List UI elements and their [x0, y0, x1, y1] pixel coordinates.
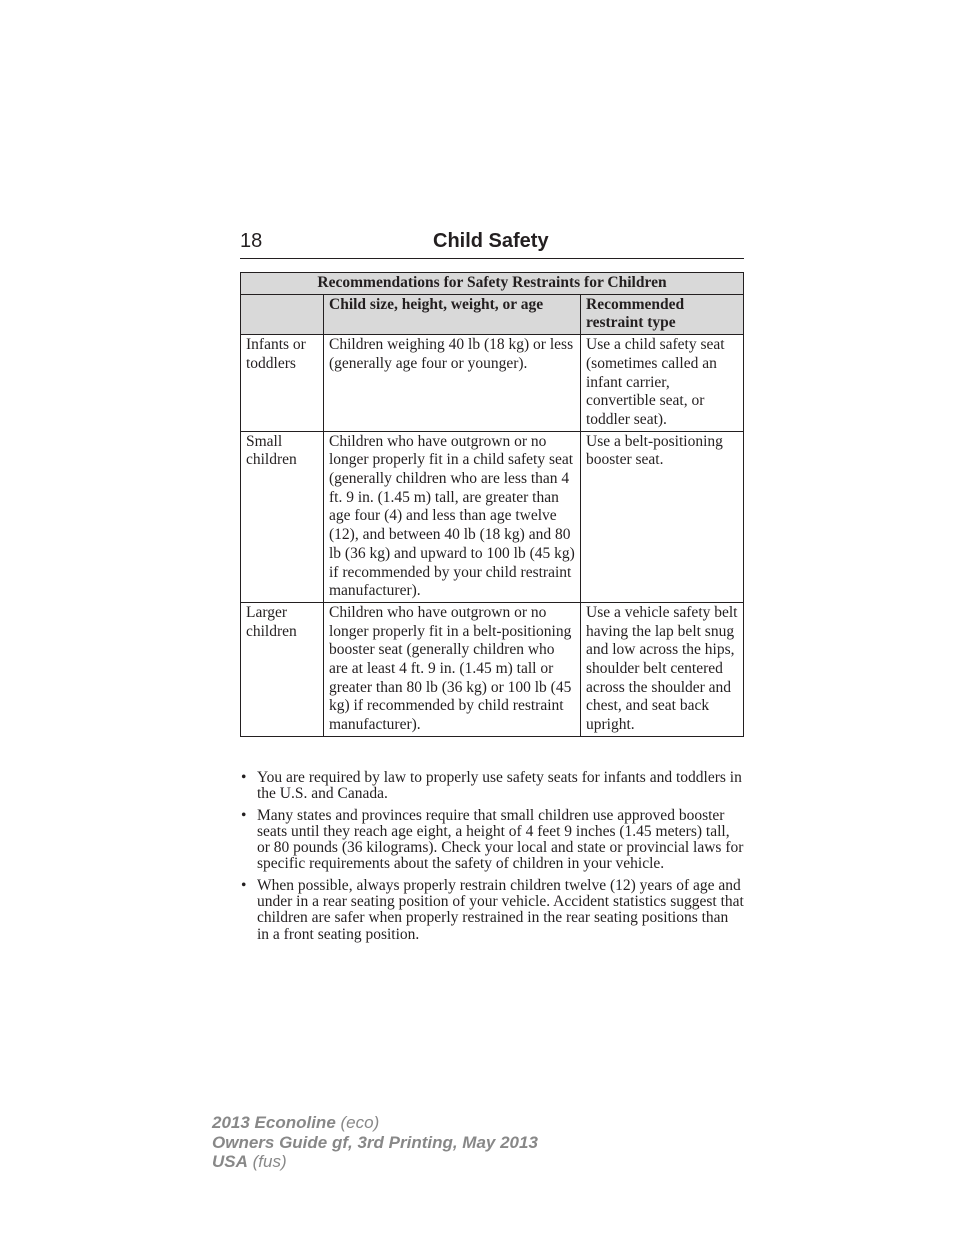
bullet-icon: • — [241, 876, 247, 894]
footer-model-code: (eco) — [340, 1113, 380, 1132]
row-size: Children who have outgrown or no longer properly fit in a belt-positioning booster seat (generally children who are at least 4 ft. 9 in. (1.45 m) tall or greater than 80 lb (36 kg) or 100 lb (45 kg) if recommended by child restraint manufacturer). — [324, 602, 581, 736]
row-category: Infants or toddlers — [241, 335, 324, 432]
footer-market: USA — [212, 1152, 248, 1171]
footer-market-code: (fus) — [252, 1152, 287, 1171]
column-header-size: Child size, height, weight, or age — [324, 294, 581, 334]
table-caption: Recommendations for Safety Restraints for Children — [241, 273, 744, 295]
footer-model: 2013 Econoline — [212, 1113, 336, 1132]
bullet-icon: • — [241, 806, 247, 824]
table-header-row — [241, 294, 744, 334]
page-header — [240, 228, 744, 259]
safety-notes-list — [240, 770, 744, 948]
page-footer — [212, 1113, 538, 1172]
row-category: Larger children — [241, 602, 324, 736]
bullet-icon: • — [241, 769, 247, 786]
footer-guide: Owners Guide gf, 3rd Printing, May 2013 — [212, 1132, 538, 1152]
row-category: Small children — [241, 431, 324, 602]
list-item-text: When possible, always properly restrain children twelve (12) years of age and under in a rear seating position of your vehicle. Accident statistics suggest that children are safer when properly restrained in the rear seating positions than in a front seating position. — [257, 876, 744, 943]
list-item-text: Many states and provinces require that small children use approved booster seats until they reach age eight, a height of 4 feet 9 inches (1.45 meters) tall, or 80 pounds (36 kilograms). Check your local and state or provincial laws for specific requirements about the safety of children in your vehicle. — [257, 806, 744, 873]
row-size: Children weighing 40 lb (18 kg) or less (generally age four or younger). — [324, 335, 581, 432]
list-item — [240, 808, 744, 873]
page-number: 18 — [240, 230, 263, 252]
list-item — [240, 770, 744, 803]
section-title: Child Safety — [433, 230, 549, 252]
list-item — [240, 878, 744, 943]
table-caption-row — [241, 273, 744, 295]
row-size: Children who have outgrown or no longer properly fit in a child safety seat (generally children who are less than 4 ft. 9 in. (1.45 m) tall, are greater than age four (4) and less than age twelve (12), and between 40 lb (18 kg) and 80 lb (36 kg) and upward to 100 lb (45 kg) if recommended by your child restraint manufacturer). — [324, 431, 581, 602]
table-row — [241, 602, 744, 736]
row-restraint: Use a vehicle safety belt having the lap belt snug and low across the hips, shoulder belt centered across the shoulder and chest, and seat back upright. — [581, 602, 744, 736]
footer-line-market — [212, 1152, 538, 1172]
footer-line-model — [212, 1113, 538, 1133]
restraint-recommendations-table — [240, 272, 744, 737]
row-restraint: Use a child safety seat (sometimes called an infant carrier, convertible seat, or toddler seat). — [581, 335, 744, 432]
table-row — [241, 431, 744, 602]
column-header-restraint: Recommended restraint type — [581, 294, 744, 334]
footer-line-guide — [212, 1133, 538, 1153]
table-row — [241, 335, 744, 432]
column-header-category — [241, 294, 324, 334]
list-item-text: You are required by law to properly use safety seats for infants and toddlers in the U.S. and Canada. — [257, 769, 742, 803]
row-restraint: Use a belt-positioning booster seat. — [581, 431, 744, 602]
